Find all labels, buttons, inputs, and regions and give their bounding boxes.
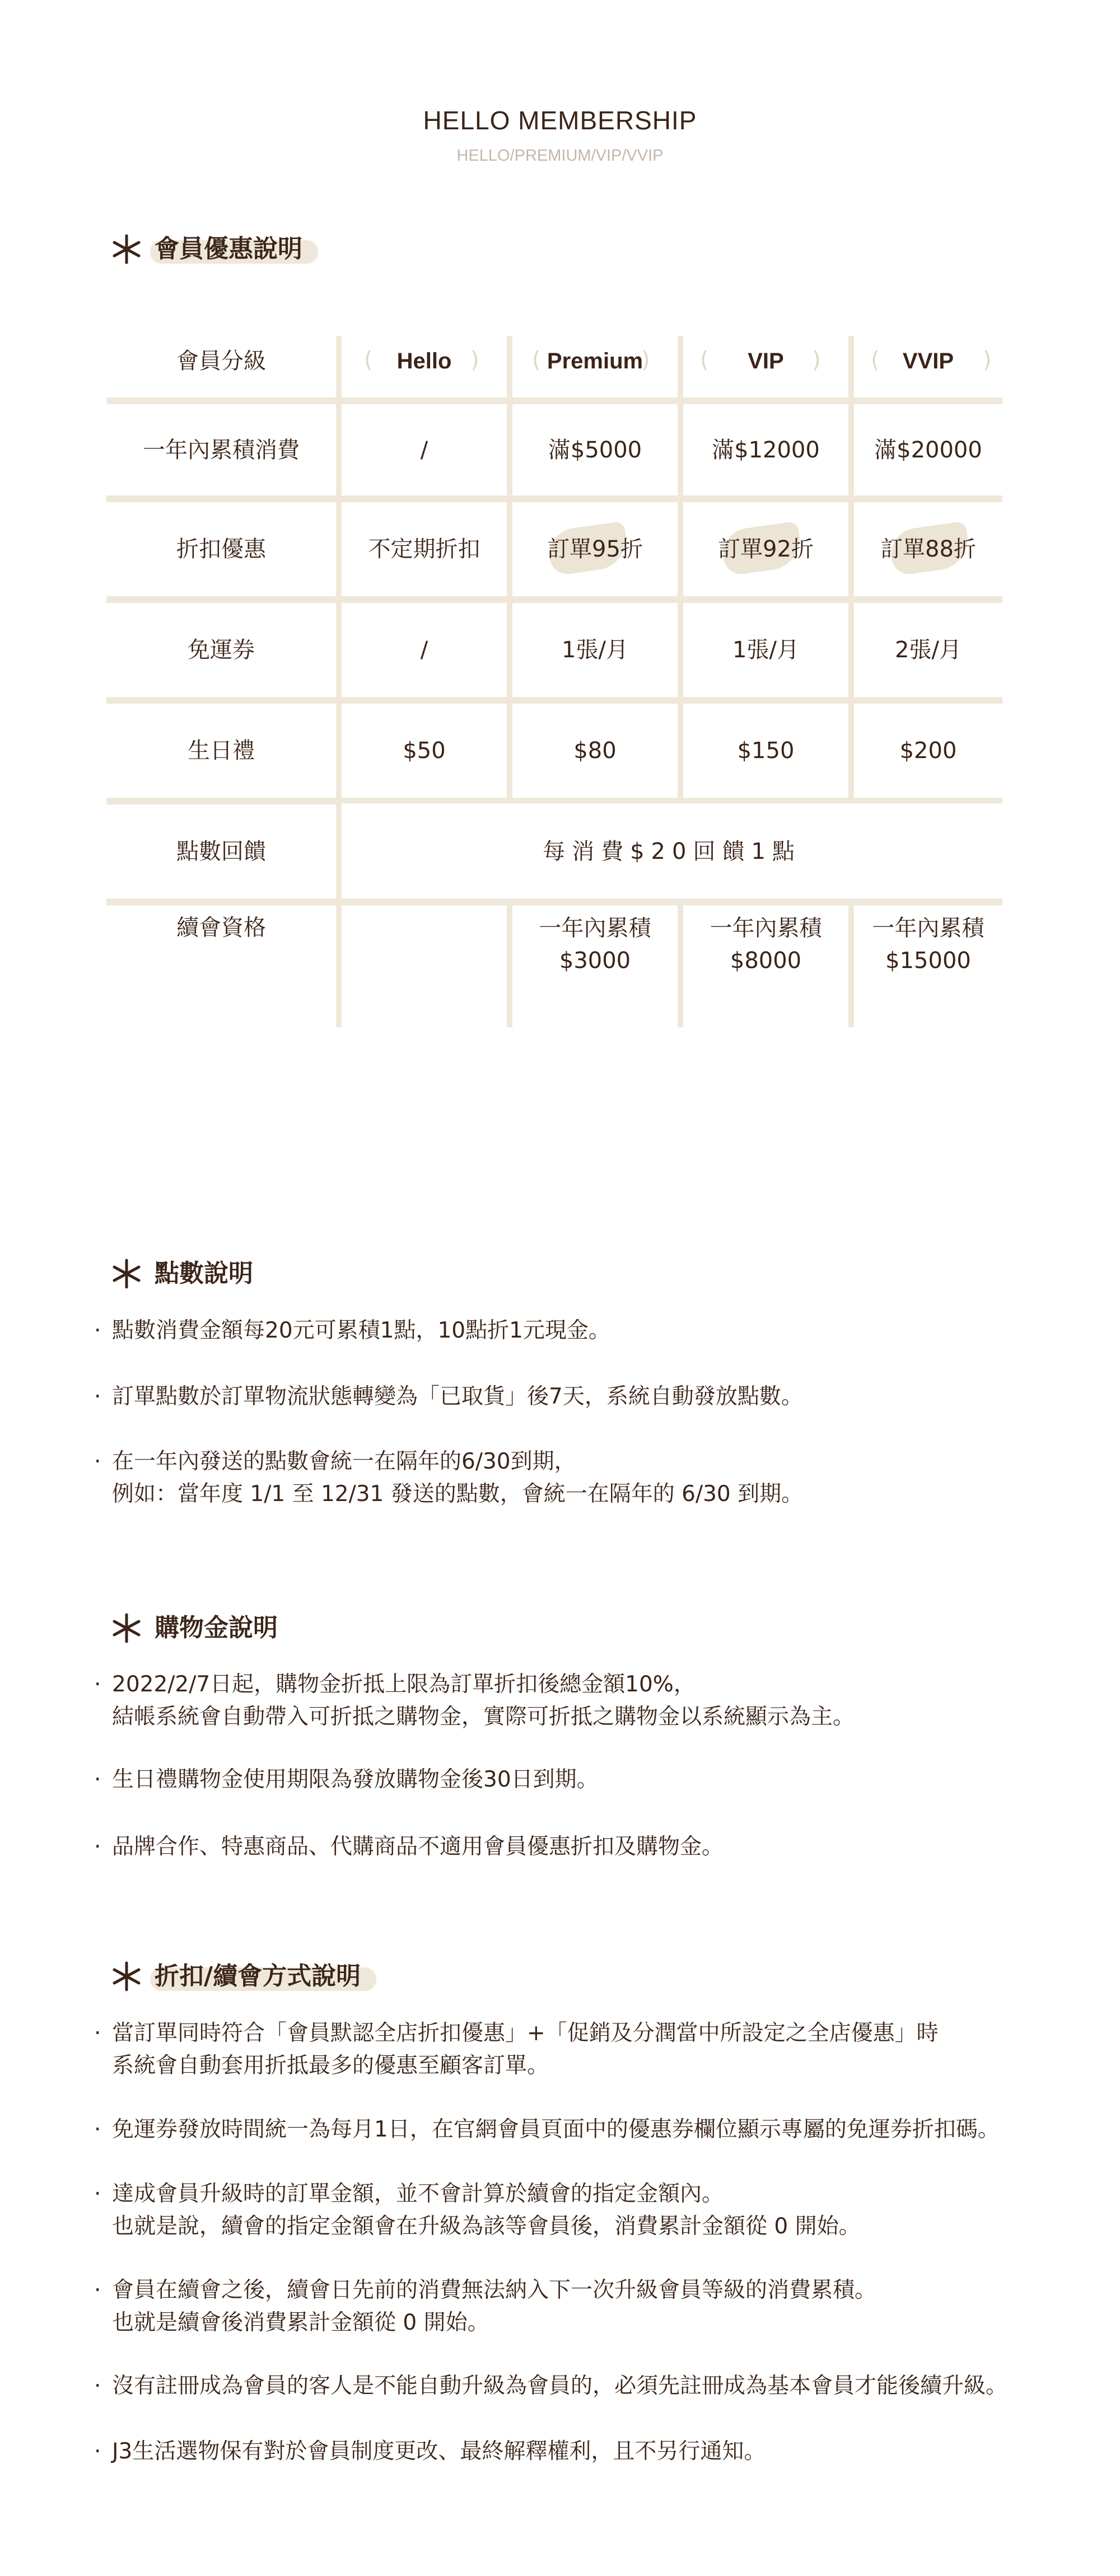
row-label-discount: 折扣優惠 xyxy=(176,536,266,562)
table-cell: 2張/月 xyxy=(895,637,962,663)
discount-item: · 達成會員升級時的訂單金額，並不會計算於續會的指定金額內。 也就是說，續會的指定金額會在升級為該等會員後，消費累計金額從 0 開始。 xyxy=(94,2181,861,2239)
table-cell: 滿$20000 xyxy=(874,437,982,463)
asterisk-star-icon xyxy=(110,232,143,266)
credit-item: · 生日禮購物金使用期限為發放購物金後30日到期。 xyxy=(94,1767,599,1792)
tier-header-vip: VIP xyxy=(748,349,784,373)
table-cell: 滿$5000 xyxy=(548,437,642,463)
table-divider xyxy=(336,336,342,924)
table-cell: / xyxy=(420,437,428,463)
table-divider xyxy=(106,697,1002,704)
table-cell: 不定期折扣 xyxy=(368,536,480,562)
table-cell: 滿$12000 xyxy=(712,437,820,463)
row-label-free-shipping: 免運券 xyxy=(188,637,255,663)
section-heading-credit xyxy=(110,1606,284,1651)
points-item: · 訂單點數於訂單物流狀態轉變為「已取貨」後7天，系統自動發放點數。 xyxy=(94,1384,803,1409)
table-cell: 1張/月 xyxy=(732,637,799,663)
tier-header-hello: Hello xyxy=(396,349,452,373)
asterisk-star-icon xyxy=(110,1960,143,1993)
section-heading-benefits xyxy=(110,227,309,272)
discount-item: · 當訂單同時符合「會員默認全店折扣優惠」+「促銷及分潤當中所設定之全店優惠」時 系統會自動套用折抵最多的優惠至顧客訂單。 xyxy=(94,2021,939,2078)
table-cell: 一年內累積 $8000 xyxy=(710,915,822,974)
discount-item: · 會員在續會之後，續會日先前的消費無法納入下一次升級會員等級的消費累積。 也就是續會後消費累計金額從 0 開始。 xyxy=(94,2278,877,2335)
tier-header-premium: Premium xyxy=(547,349,643,373)
table-cell: 1張/月 xyxy=(562,637,628,663)
table-cell: 一年內累積 $3000 xyxy=(539,915,651,974)
discount-item: · J3生活選物保有對於會員制度更改、最終解釋權利，且不另行通知。 xyxy=(94,2439,766,2464)
table-divider xyxy=(106,899,1002,905)
table-cell-merged: 每消費$20回饋1點 xyxy=(543,839,801,864)
row-label-renewal: 續會資格 xyxy=(176,915,266,941)
credit-item: · 2022/2/7日起，購物金折抵上限為訂單折扣後總金額10%， 結帳系統會自動帶入可折抵之購物金，實際可折抵之購物金以系統顯示為主。 xyxy=(94,1672,855,1729)
asterisk-star-icon xyxy=(110,1611,143,1645)
table-cell: 訂單88折 xyxy=(880,536,976,562)
section-title: 點數說明 xyxy=(155,1259,253,1288)
table-cell: $150 xyxy=(737,738,795,764)
section-heading-discount xyxy=(110,1954,367,1999)
table-cell: 訂單92折 xyxy=(718,536,814,562)
points-item: · 點數消費金額每20元可累積1點，10點折1元現金。 xyxy=(94,1318,610,1343)
section-title: 折扣/續會方式說明 xyxy=(155,1962,361,1990)
section-heading-points xyxy=(110,1251,260,1296)
section-title: 購物金說明 xyxy=(155,1614,278,1642)
row-label-birthday-gift: 生日禮 xyxy=(188,738,255,764)
membership-table: 會員分級 ( ) ( ) ( ) ( ) Hello Premium VIP VVIP 一年內累積消費 / 滿$5000 滿$12000 滿$20000 折扣優惠 不定期折扣 訂單95折 訂單92折 訂單88折 免運券 / 1張/月 1張/月 2張/月 生日禮 $50 $80 $150 $200 點數回饋 每消費$20回饋1點 續會資格 一年內累積 $3000 一年內累積 $8000 一年內累積 $15000 xyxy=(106,325,1002,1025)
table-cell: $50 xyxy=(403,738,446,764)
discount-item: · 沒有註冊成為會員的客人是不能自動升級為會員的，必須先註冊成為基本會員才能後續升級。 xyxy=(94,2373,1008,2399)
tier-header-vvip: VVIP xyxy=(902,349,954,373)
table-cell: $80 xyxy=(573,738,617,764)
table-corner-label: 會員分級 xyxy=(176,348,266,374)
table-divider xyxy=(106,495,1002,502)
points-item: · 在一年內發送的點數會統一在隔年的6/30到期， 例如：當年度 1/1 至 12/31 發送的點數，會統一在隔年的 6/30 到期。 xyxy=(94,1449,804,1507)
page-subtitle: HELLO/PREMIUM/VIP/VVIP xyxy=(456,147,664,165)
section-title: 會員優惠說明 xyxy=(155,235,302,263)
table-cell xyxy=(342,905,507,984)
table-cell: / xyxy=(420,637,428,663)
table-cell: 一年內累積 $15000 xyxy=(872,915,984,974)
discount-item: · 免運券發放時間統一為每月1日，在官網會員頁面中的優惠券欄位顯示專屬的免運券折扣碼。 xyxy=(94,2117,1000,2142)
page-title: HELLO MEMBERSHIP xyxy=(423,106,697,135)
table-divider xyxy=(106,398,1002,404)
table-divider xyxy=(106,596,1002,603)
row-label-annual-spend: 一年內累積消費 xyxy=(143,437,300,463)
table-cell: 訂單95折 xyxy=(547,536,643,562)
table-cell: $200 xyxy=(899,738,957,764)
row-label-points-reward: 點數回饋 xyxy=(176,839,266,864)
asterisk-star-icon xyxy=(110,1257,143,1291)
credit-item: · 品牌合作、特惠商品、代購商品不適用會員優惠折扣及購物金。 xyxy=(94,1834,724,1859)
